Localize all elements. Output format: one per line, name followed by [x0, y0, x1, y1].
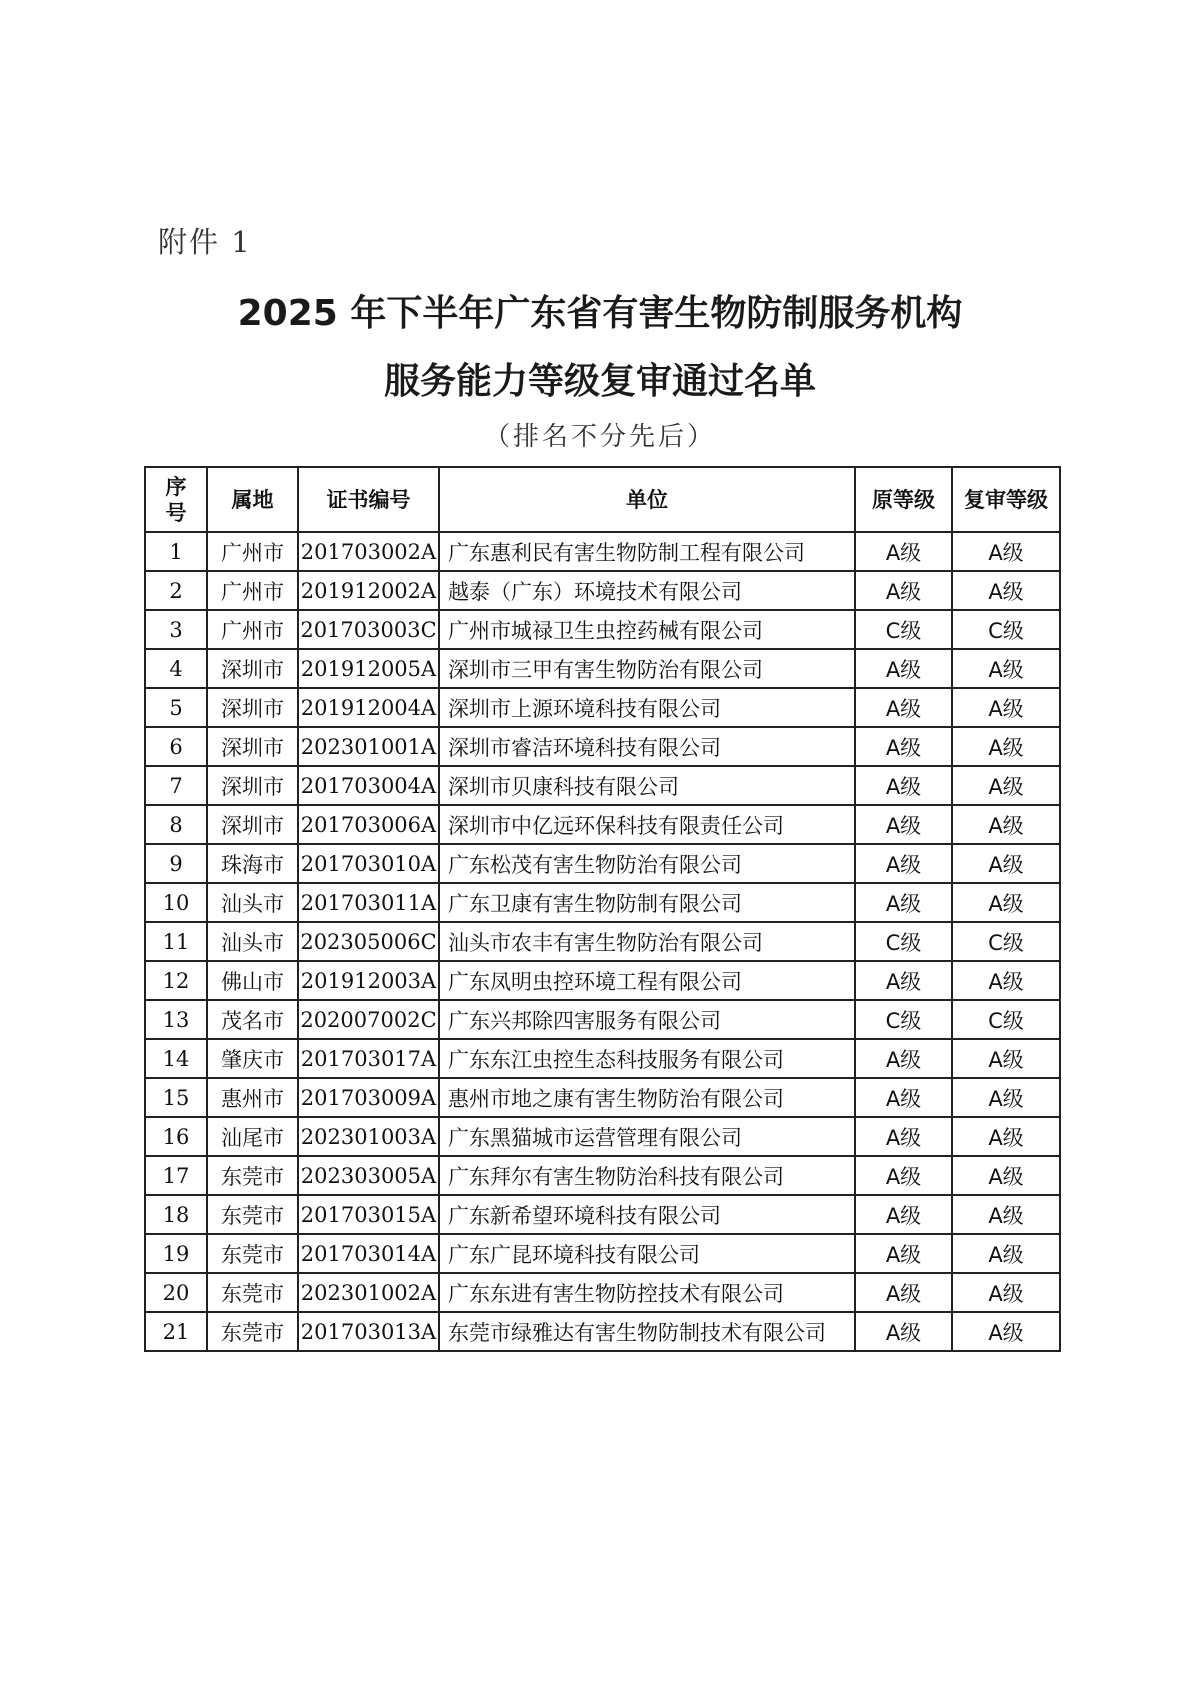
table-body: [145, 532, 1060, 1351]
column-header-orig-grade: 原等级: [855, 467, 952, 532]
cell-review-grade: A级: [952, 1078, 1060, 1117]
cell-seq: 7: [145, 766, 207, 805]
cell-orig-grade: A级: [855, 532, 952, 571]
cell-unit: 越泰（广东）环境技术有限公司: [439, 571, 855, 610]
table-row: [145, 766, 1060, 805]
table-row: [145, 610, 1060, 649]
cell-seq: 3: [145, 610, 207, 649]
cell-orig-grade: A级: [855, 805, 952, 844]
cell-unit: 广东广昆环境科技有限公司: [439, 1234, 855, 1273]
cell-city: 汕尾市: [207, 1117, 298, 1156]
column-header-unit: 单位: [439, 467, 855, 532]
cell-review-grade: A级: [952, 688, 1060, 727]
cell-seq: 2: [145, 571, 207, 610]
cell-city: 东莞市: [207, 1312, 298, 1351]
cell-orig-grade: A级: [855, 1039, 952, 1078]
table-row: [145, 571, 1060, 610]
cell-orig-grade: C级: [855, 1000, 952, 1039]
table-row: [145, 532, 1060, 571]
table-row: [145, 922, 1060, 961]
cell-unit: 深圳市三甲有害生物防治有限公司: [439, 649, 855, 688]
cell-review-grade: A级: [952, 1117, 1060, 1156]
cell-review-grade: A级: [952, 532, 1060, 571]
cell-review-grade: A级: [952, 883, 1060, 922]
cell-review-grade: A级: [952, 961, 1060, 1000]
cell-cert: 201703003C: [298, 610, 439, 649]
cell-cert: 202007002C: [298, 1000, 439, 1039]
cell-cert: 201703015A: [298, 1195, 439, 1234]
attachment-label: 附件 1: [158, 225, 252, 259]
cell-unit: 汕头市农丰有害生物防治有限公司: [439, 922, 855, 961]
column-header-city: 属地: [207, 467, 298, 532]
cell-seq: 21: [145, 1312, 207, 1351]
table-row: [145, 1156, 1060, 1195]
table-row: [145, 1234, 1060, 1273]
table-row: [145, 805, 1060, 844]
table-row: [145, 649, 1060, 688]
cell-seq: 5: [145, 688, 207, 727]
cell-cert: 201703006A: [298, 805, 439, 844]
cell-orig-grade: A级: [855, 1273, 952, 1312]
cell-review-grade: A级: [952, 805, 1060, 844]
table-row: [145, 1312, 1060, 1351]
cell-city: 深圳市: [207, 766, 298, 805]
cell-orig-grade: A级: [855, 571, 952, 610]
cell-orig-grade: A级: [855, 1312, 952, 1351]
cell-city: 广州市: [207, 610, 298, 649]
cell-unit: 广东东进有害生物防控技术有限公司: [439, 1273, 855, 1312]
cell-city: 惠州市: [207, 1078, 298, 1117]
cell-unit: 广东松茂有害生物防治有限公司: [439, 844, 855, 883]
document-title-line-1: 2025 年下半年广东省有害生物防制服务机构: [237, 293, 963, 334]
cell-cert: 201703004A: [298, 766, 439, 805]
cell-seq: 4: [145, 649, 207, 688]
cell-seq: 6: [145, 727, 207, 766]
cell-review-grade: C级: [952, 1000, 1060, 1039]
column-header-review-grade: 复审等级: [952, 467, 1060, 532]
table-row: [145, 1117, 1060, 1156]
cell-cert: 202305006C: [298, 922, 439, 961]
cell-city: 汕头市: [207, 922, 298, 961]
cell-seq: 10: [145, 883, 207, 922]
cell-seq: 13: [145, 1000, 207, 1039]
column-header-seq-line-1: 序: [165, 474, 187, 499]
cell-seq: 20: [145, 1273, 207, 1312]
cell-unit: 广州市城禄卫生虫控药械有限公司: [439, 610, 855, 649]
cell-orig-grade: A级: [855, 961, 952, 1000]
column-header-seq-line-2: 号: [165, 500, 187, 525]
cell-orig-grade: A级: [855, 1117, 952, 1156]
cell-review-grade: A级: [952, 1312, 1060, 1351]
table-row: [145, 1195, 1060, 1234]
cell-review-grade: A级: [952, 571, 1060, 610]
cell-review-grade: A级: [952, 649, 1060, 688]
cell-unit: 广东拜尔有害生物防治科技有限公司: [439, 1156, 855, 1195]
table-row: [145, 883, 1060, 922]
cell-seq: 19: [145, 1234, 207, 1273]
document-subtitle: （排名不分先后）: [483, 422, 716, 452]
cell-review-grade: A级: [952, 1234, 1060, 1273]
table-row: [145, 844, 1060, 883]
cell-cert: 201703011A: [298, 883, 439, 922]
column-header-seq: [145, 467, 207, 532]
cell-city: 广州市: [207, 571, 298, 610]
cell-city: 茂名市: [207, 1000, 298, 1039]
cell-seq: 15: [145, 1078, 207, 1117]
cell-city: 汕头市: [207, 883, 298, 922]
cell-unit: 广东黑猫城市运营管理有限公司: [439, 1117, 855, 1156]
cell-review-grade: A级: [952, 1273, 1060, 1312]
cell-cert: 201703010A: [298, 844, 439, 883]
approved-institutions-table: [144, 466, 1061, 1352]
table-row: [145, 961, 1060, 1000]
cell-city: 东莞市: [207, 1195, 298, 1234]
table-row: [145, 1078, 1060, 1117]
cell-city: 深圳市: [207, 649, 298, 688]
cell-orig-grade: C级: [855, 922, 952, 961]
cell-cert: 202301002A: [298, 1273, 439, 1312]
cell-city: 佛山市: [207, 961, 298, 1000]
cell-cert: 201703013A: [298, 1312, 439, 1351]
cell-unit: 广东惠利民有害生物防制工程有限公司: [439, 532, 855, 571]
cell-orig-grade: A级: [855, 1195, 952, 1234]
cell-city: 东莞市: [207, 1156, 298, 1195]
cell-cert: 201703002A: [298, 532, 439, 571]
table-row: [145, 688, 1060, 727]
cell-review-grade: A级: [952, 1156, 1060, 1195]
cell-orig-grade: A级: [855, 727, 952, 766]
cell-cert: 201912005A: [298, 649, 439, 688]
cell-seq: 14: [145, 1039, 207, 1078]
cell-city: 东莞市: [207, 1273, 298, 1312]
cell-city: 深圳市: [207, 727, 298, 766]
cell-city: 珠海市: [207, 844, 298, 883]
cell-city: 东莞市: [207, 1234, 298, 1273]
cell-unit: 广东东江虫控生态科技服务有限公司: [439, 1039, 855, 1078]
cell-seq: 11: [145, 922, 207, 961]
column-header-cert: 证书编号: [298, 467, 439, 532]
table-row: [145, 727, 1060, 766]
cell-review-grade: A级: [952, 844, 1060, 883]
cell-orig-grade: A级: [855, 883, 952, 922]
cell-seq: 16: [145, 1117, 207, 1156]
table-row: [145, 1000, 1060, 1039]
cell-seq: 9: [145, 844, 207, 883]
cell-review-grade: A级: [952, 727, 1060, 766]
cell-city: 深圳市: [207, 805, 298, 844]
cell-cert: 201703017A: [298, 1039, 439, 1078]
cell-unit: 广东凤明虫控环境工程有限公司: [439, 961, 855, 1000]
table-row: [145, 1273, 1060, 1312]
cell-cert: 202301003A: [298, 1117, 439, 1156]
cell-seq: 17: [145, 1156, 207, 1195]
cell-seq: 18: [145, 1195, 207, 1234]
table-header-row: [145, 467, 1060, 532]
cell-orig-grade: C级: [855, 610, 952, 649]
cell-review-grade: A级: [952, 1195, 1060, 1234]
cell-cert: 201912004A: [298, 688, 439, 727]
cell-review-grade: C级: [952, 610, 1060, 649]
cell-city: 深圳市: [207, 688, 298, 727]
cell-unit: 惠州市地之康有害生物防治有限公司: [439, 1078, 855, 1117]
table-row: [145, 1039, 1060, 1078]
cell-cert: 202301001A: [298, 727, 439, 766]
cell-unit: 深圳市贝康科技有限公司: [439, 766, 855, 805]
cell-unit: 深圳市睿洁环境科技有限公司: [439, 727, 855, 766]
cell-cert: 202303005A: [298, 1156, 439, 1195]
cell-city: 肇庆市: [207, 1039, 298, 1078]
cell-seq: 12: [145, 961, 207, 1000]
cell-cert: 201912003A: [298, 961, 439, 1000]
cell-unit: 广东兴邦除四害服务有限公司: [439, 1000, 855, 1039]
cell-orig-grade: A级: [855, 1234, 952, 1273]
cell-review-grade: A级: [952, 766, 1060, 805]
cell-city: 广州市: [207, 532, 298, 571]
cell-orig-grade: A级: [855, 649, 952, 688]
cell-unit: 深圳市中亿远环保科技有限责任公司: [439, 805, 855, 844]
cell-cert: 201703014A: [298, 1234, 439, 1273]
cell-unit: 广东卫康有害生物防制有限公司: [439, 883, 855, 922]
cell-unit: 广东新希望环境科技有限公司: [439, 1195, 855, 1234]
document-title-line-2: 服务能力等级复审通过名单: [383, 361, 816, 402]
cell-orig-grade: A级: [855, 688, 952, 727]
cell-orig-grade: A级: [855, 766, 952, 805]
cell-cert: 201912002A: [298, 571, 439, 610]
cell-orig-grade: A级: [855, 1078, 952, 1117]
cell-seq: 1: [145, 532, 207, 571]
cell-review-grade: C级: [952, 922, 1060, 961]
cell-orig-grade: A级: [855, 844, 952, 883]
cell-review-grade: A级: [952, 1039, 1060, 1078]
cell-cert: 201703009A: [298, 1078, 439, 1117]
cell-unit: 深圳市上源环境科技有限公司: [439, 688, 855, 727]
cell-unit: 东莞市绿雅达有害生物防制技术有限公司: [439, 1312, 855, 1351]
cell-seq: 8: [145, 805, 207, 844]
cell-orig-grade: A级: [855, 1156, 952, 1195]
